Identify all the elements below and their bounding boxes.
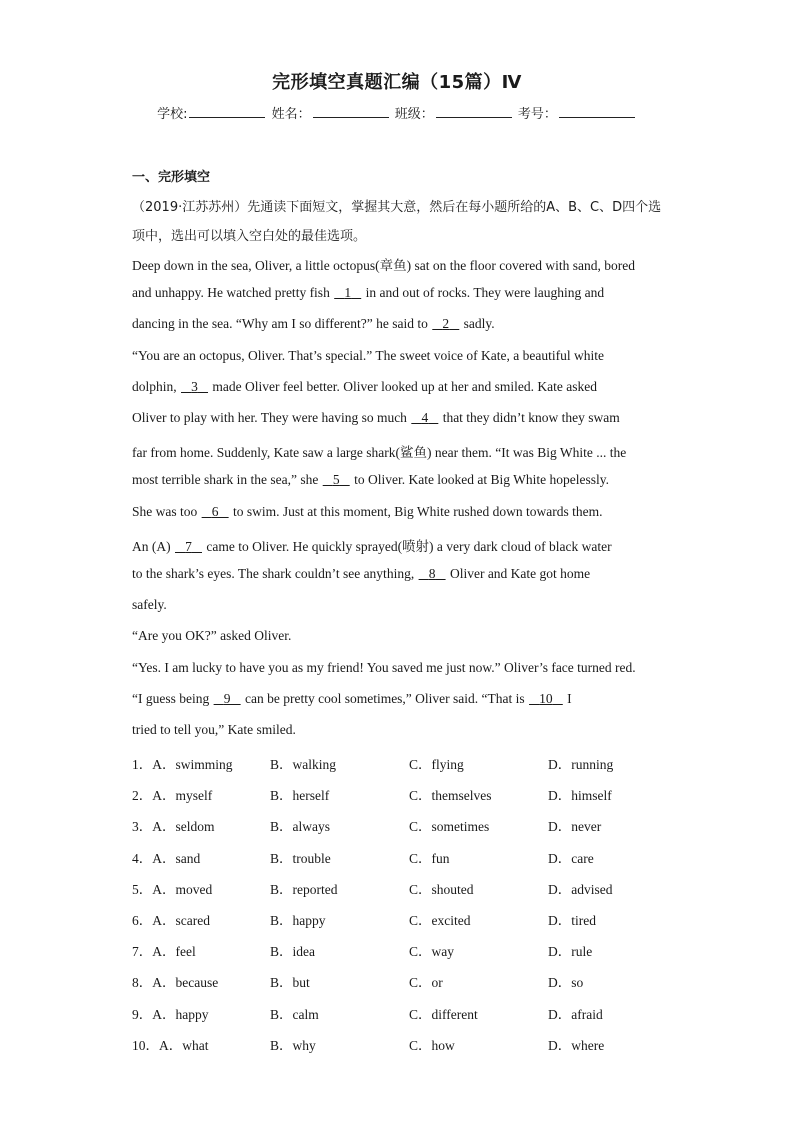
student-info-line — [0, 103, 794, 122]
option-a: 4．A．sand — [132, 850, 201, 866]
question-row — [132, 1003, 692, 1023]
question-row — [132, 971, 692, 991]
blank-number: 5 — [332, 472, 340, 488]
class-label: 班级： — [394, 107, 434, 122]
passage-text: most terrible shark in the sea,” she — [132, 472, 322, 488]
passage-line — [132, 472, 609, 488]
passage-text: to Oliver. Kate looked at Big White hopelessly. — [350, 472, 610, 488]
option-c: C．themselves — [409, 788, 492, 804]
option-b: B．trouble — [270, 850, 331, 866]
passage-text: She was too — [132, 503, 201, 519]
passage-text: “Are you OK?” asked Oliver. — [132, 628, 292, 644]
option-b: B．always — [270, 819, 330, 835]
option-a: 6．A．scared — [132, 913, 210, 928]
instructions: （2019·江苏苏州）先通读下面短文，掌握其大意，然后在每小题所给的A、B、C、D四个选项中，选出可以填入空白处的最佳选项。 — [132, 200, 662, 244]
option-c: C．excited — [409, 913, 471, 928]
option-d: D．himself — [548, 788, 612, 804]
option-b: B．walking — [270, 757, 336, 772]
name-blank — [313, 105, 389, 118]
question-row — [132, 784, 692, 804]
blank-number: 1 — [344, 285, 352, 301]
option-b: B．idea — [270, 944, 315, 960]
passage-line — [132, 254, 635, 274]
passage-text: safely. — [132, 597, 167, 613]
option-c: C．sometimes — [409, 819, 490, 835]
page-title: 完形填空真题汇编（15篇）Ⅳ — [272, 72, 522, 93]
option-a: 9．A．happy — [132, 1006, 209, 1022]
option-d: D．tired — [548, 913, 596, 928]
option-b: B．calm — [270, 1006, 319, 1022]
blank-number: 7 — [185, 538, 192, 554]
exam-number-label: 考号： — [517, 107, 557, 122]
option-a: 10．A．what — [132, 1037, 209, 1053]
option-c: C．fun — [409, 850, 450, 866]
passage-text: dolphin, — [132, 378, 181, 394]
option-d: D．running — [548, 757, 614, 772]
passage-text: Deep down in the sea, Oliver, a little octopus(章鱼) sat on the floor covered with sand, bored — [132, 258, 635, 273]
passage-line — [132, 504, 602, 520]
option-c: C．how — [409, 1037, 455, 1053]
passage-text: can be pretty cool sometimes,” Oliver said. “That is — [241, 690, 529, 706]
option-a: 8．A．because — [132, 975, 219, 991]
option-d: D．so — [548, 975, 584, 991]
blank-number: 3 — [191, 378, 198, 394]
passage-line — [132, 597, 167, 613]
passage-line — [132, 379, 597, 395]
blank-number: 9 — [223, 690, 231, 706]
option-b: B．but — [270, 975, 310, 991]
option-a: 3．A．seldom — [132, 819, 215, 835]
passage-text: “You are an octopus, Oliver. That’s special.” The sweet voice of Kate, a beautiful white — [132, 347, 604, 363]
passage-line — [132, 566, 590, 582]
option-b: B．happy — [270, 913, 326, 928]
question-row — [132, 878, 692, 898]
option-a: 1．A．swimming — [132, 757, 233, 772]
passage-text: came to Oliver. He quickly sprayed(喷射) a very dark cloud of black water — [203, 538, 612, 554]
option-c: C．different — [409, 1006, 478, 1022]
option-d: D．afraid — [548, 1006, 603, 1022]
school-blank — [189, 105, 265, 118]
passage-text: An (A) — [132, 538, 174, 554]
passage-text: “I guess being — [132, 690, 213, 706]
school-label: 学校: — [157, 107, 188, 122]
option-d: D．where — [548, 1037, 605, 1053]
passage-line — [132, 660, 636, 676]
passage-text: “Yes. I am lucky to have you as my friend! You saved me just now.” Oliver’s face turned red. — [132, 659, 636, 675]
passage-line — [132, 441, 626, 461]
question-row — [132, 847, 692, 867]
option-c: C．shouted — [409, 881, 474, 897]
option-d: D．care — [548, 850, 594, 866]
name-label: 姓名： — [271, 107, 311, 122]
option-a: 5．A．moved — [132, 881, 213, 897]
exam-number-blank — [559, 105, 635, 118]
question-row — [132, 815, 692, 835]
passage-text: sadly. — [460, 316, 495, 332]
question-row — [132, 1034, 692, 1054]
question-row — [132, 940, 692, 960]
passage-text: Oliver and Kate got home — [446, 566, 591, 581]
blank-number: 6 — [211, 503, 219, 519]
option-b: B．herself — [270, 788, 330, 804]
option-c: C．way — [409, 944, 454, 960]
option-d: D．never — [548, 819, 602, 835]
passage-text: and unhappy. He watched pretty fish — [132, 285, 334, 301]
passage-line — [132, 722, 296, 738]
passage-text: tried to tell you,” Kate smiled. — [132, 722, 296, 737]
question-row — [132, 909, 692, 929]
option-c: C．flying — [409, 757, 464, 772]
option-c: C．or — [409, 975, 443, 991]
passage-text: dancing in the sea. “Why am I so different?” he said to — [132, 316, 432, 332]
class-blank — [436, 105, 512, 118]
passage-line — [132, 628, 291, 644]
passage-text: I — [563, 690, 572, 706]
option-b: B．reported — [270, 881, 338, 897]
passage-text: Oliver to play with her. They were having so much — [132, 410, 411, 425]
passage-line — [132, 316, 495, 332]
passage-text: to swim. Just at this moment, Big White rushed down towards them. — [229, 503, 603, 519]
passage-line — [132, 410, 620, 426]
blank-number: 10 — [539, 690, 553, 706]
passage-text: in and out of rocks. They were laughing and — [362, 285, 605, 301]
passage-line — [132, 535, 612, 555]
passage-line — [132, 285, 604, 301]
question-row — [132, 753, 692, 773]
passage-text: made Oliver feel better. Oliver looked up at her and smiled. Kate asked — [209, 378, 598, 394]
blank-number: 4 — [421, 410, 429, 425]
option-b: B．why — [270, 1037, 316, 1053]
passage-text: far from home. Suddenly, Kate saw a large shark(鲨鱼) near them. “It was Big White ... the — [132, 445, 627, 461]
blank-number: 2 — [442, 316, 450, 332]
option-d: D．rule — [548, 944, 593, 960]
option-a: 2．A．myself — [132, 788, 213, 804]
option-d: D．advised — [548, 881, 613, 897]
passage-line — [132, 348, 604, 364]
option-a: 7．A．feel — [132, 944, 196, 960]
passage-text: to the shark’s eyes. The shark couldn’t see anything, — [132, 566, 418, 581]
passage-text: that they didn’t know they swam — [439, 410, 620, 425]
section-heading: 一、完形填空 — [132, 170, 211, 185]
blank-number: 8 — [428, 566, 436, 581]
passage-line — [132, 691, 572, 707]
